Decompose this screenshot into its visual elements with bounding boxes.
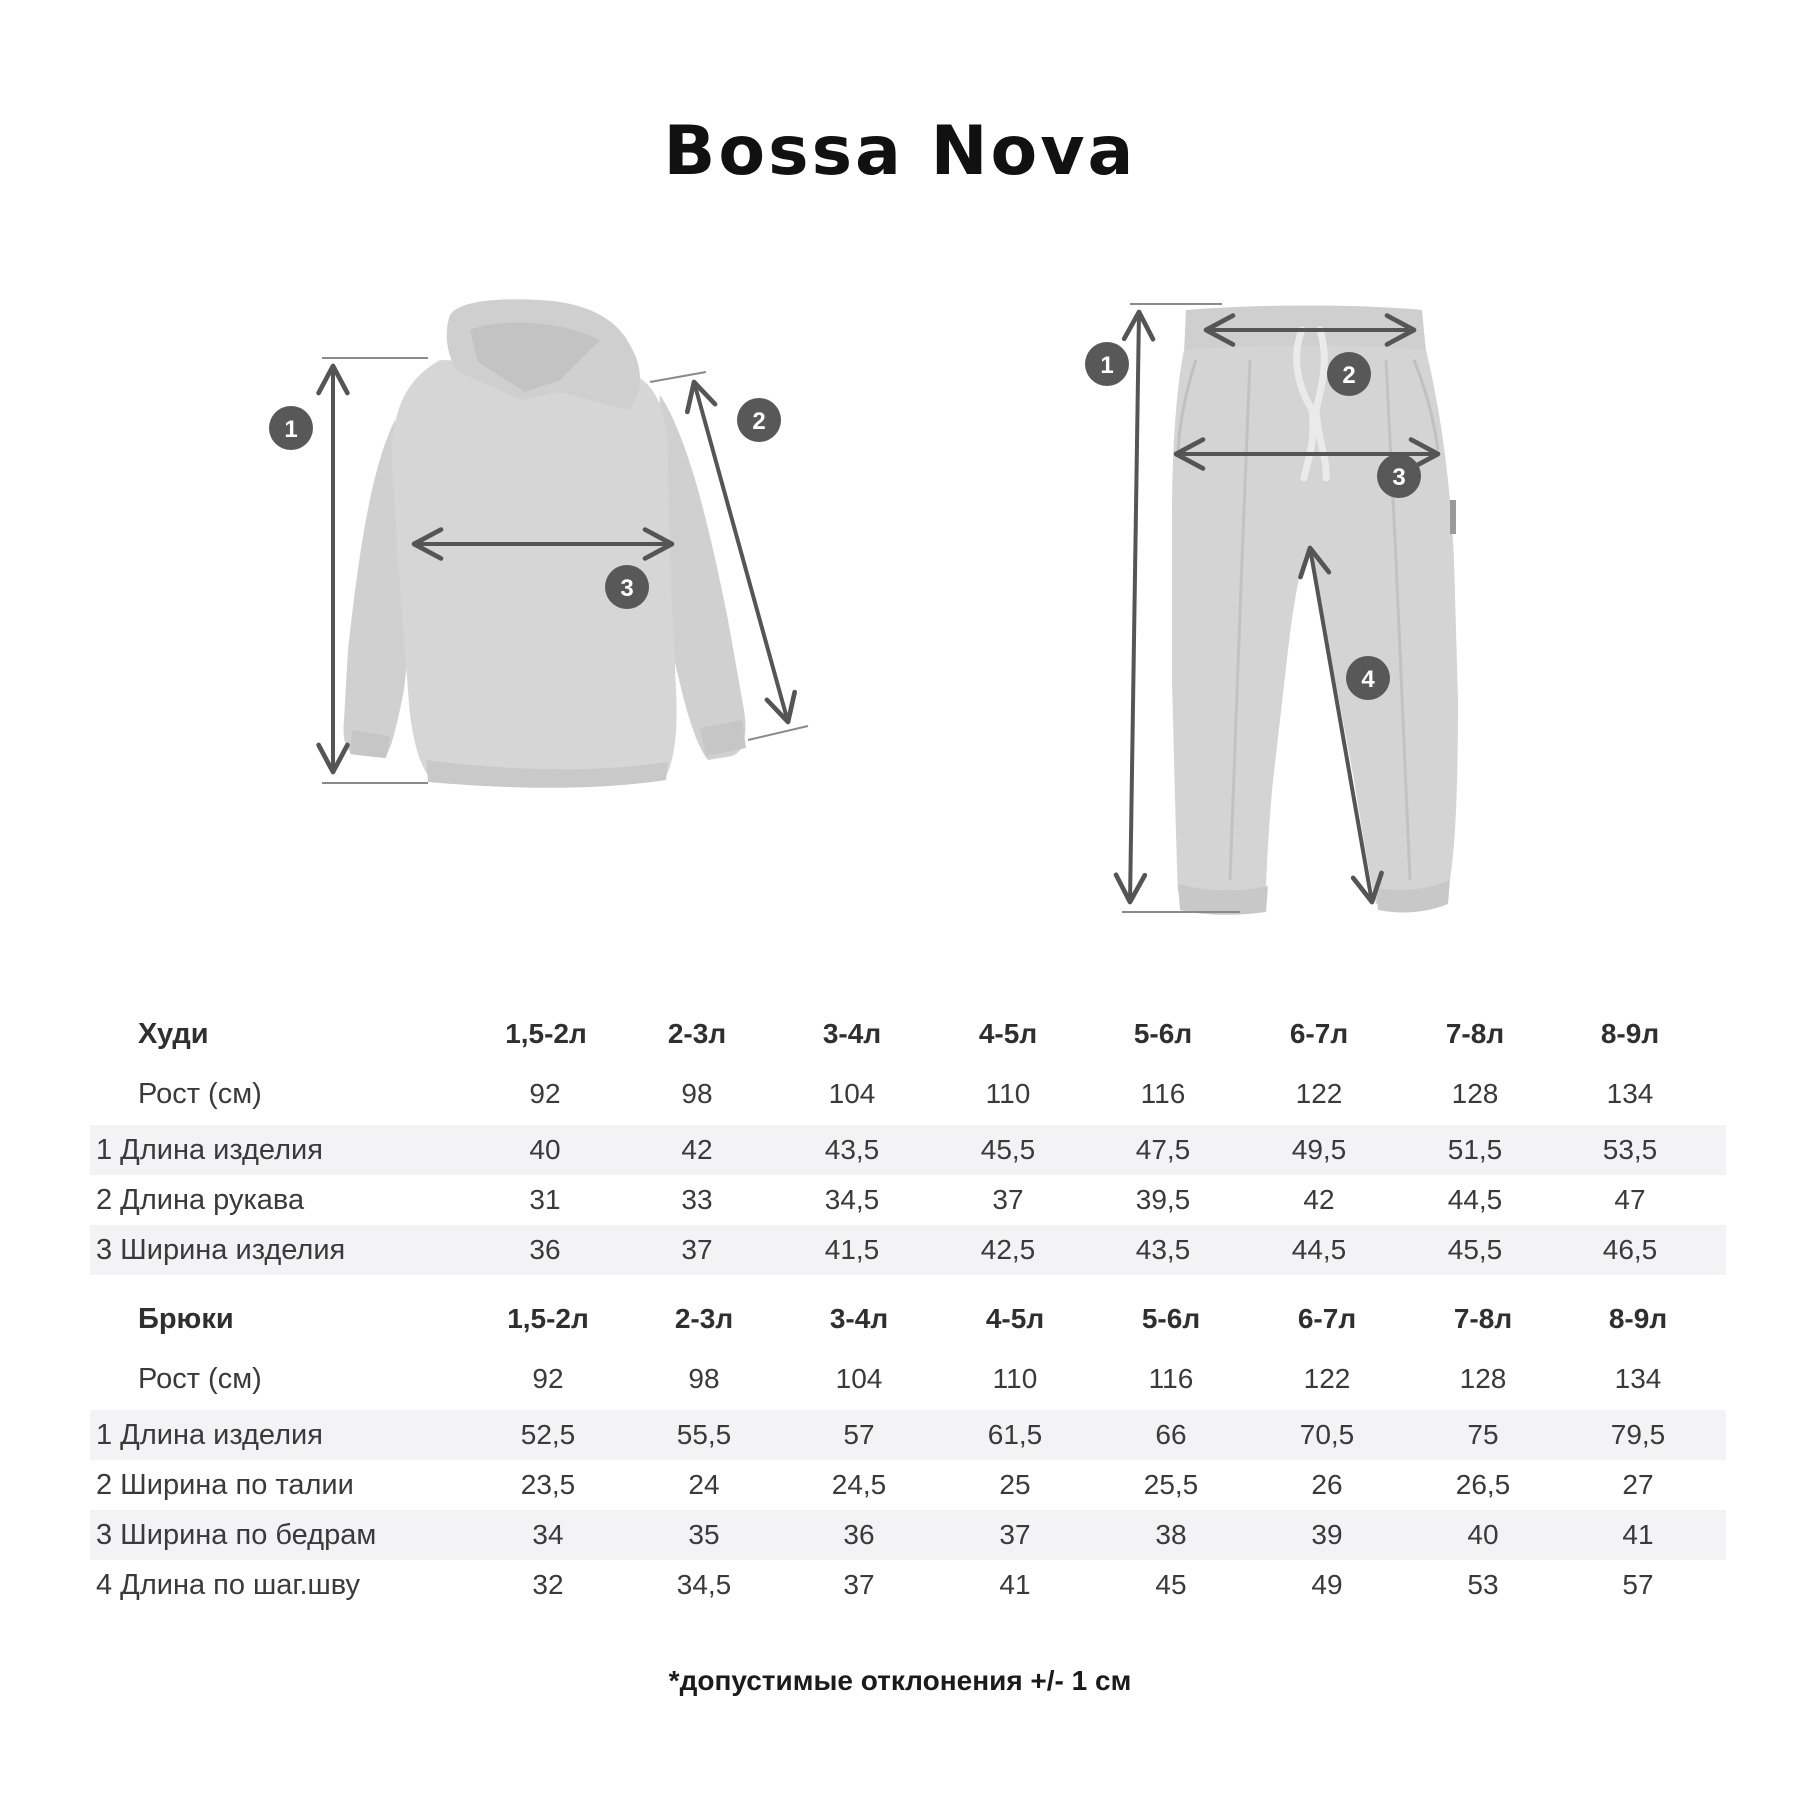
table-cell: 44,5 — [1291, 1234, 1347, 1265]
table-cell: 92 — [532, 1363, 564, 1394]
table-cell: 49 — [1311, 1569, 1343, 1600]
table-cell: 128 — [1459, 1363, 1507, 1394]
size-header: 3-4л — [822, 1018, 882, 1049]
size-header: 6-7л — [1297, 1303, 1357, 1334]
table-cell: 44,5 — [1447, 1184, 1503, 1215]
size-header: 4-5л — [978, 1018, 1038, 1049]
table-cell: 98 — [681, 1078, 713, 1109]
row-label: 4 Длина по шаг.шву — [96, 1568, 361, 1601]
pants-table-title: Брюки — [138, 1302, 234, 1335]
pants-table-header — [90, 1290, 1726, 1348]
table-cell: 45 — [1155, 1569, 1187, 1600]
pants-size-table — [90, 1290, 1726, 1610]
svg-text:3: 3 — [1392, 464, 1406, 491]
row-label: Рост (см) — [138, 1362, 262, 1395]
table-cell: 37 — [843, 1569, 875, 1600]
table-cell: 79,5 — [1610, 1419, 1666, 1450]
table-row — [90, 1510, 1726, 1560]
table-row — [90, 1125, 1726, 1175]
table-cell: 53,5 — [1602, 1134, 1658, 1165]
table-cell: 92 — [529, 1078, 561, 1109]
size-header: 5-6л — [1141, 1303, 1201, 1334]
brand-title: Bossa Nova — [663, 112, 1137, 191]
size-header: 3-4л — [829, 1303, 889, 1334]
table-row — [90, 1410, 1726, 1460]
table-cell: 25,5 — [1143, 1469, 1199, 1500]
table-cell: 34,5 — [676, 1569, 732, 1600]
table-cell: 43,5 — [824, 1134, 880, 1165]
pants-illustration — [1172, 306, 1458, 915]
pants-marker-1 — [1085, 342, 1129, 386]
row-label: 1 Длина изделия — [96, 1133, 323, 1166]
size-header: 2-3л — [674, 1303, 734, 1334]
hoodie-marker-2 — [737, 398, 781, 442]
pants-marker-4 — [1346, 656, 1390, 700]
size-header: 8-9л — [1600, 1018, 1660, 1049]
hoodie-table-header — [90, 1005, 1726, 1063]
table-cell: 70,5 — [1299, 1419, 1355, 1450]
table-cell: 23,5 — [520, 1469, 576, 1500]
row-label: 2 Ширина по талии — [96, 1468, 354, 1501]
table-cell: 46,5 — [1602, 1234, 1658, 1265]
table-cell: 33 — [681, 1184, 713, 1215]
table-cell: 122 — [1303, 1363, 1351, 1394]
table-cell: 49,5 — [1291, 1134, 1347, 1165]
table-row — [90, 1460, 1726, 1510]
table-cell: 116 — [1148, 1363, 1194, 1394]
table-cell: 35 — [688, 1519, 720, 1550]
table-cell: 104 — [828, 1078, 876, 1109]
hoodie-marker-3 — [605, 565, 649, 609]
table-cell: 38 — [1155, 1519, 1187, 1550]
table-cell: 47 — [1614, 1184, 1646, 1215]
size-header: 1,5-2л — [505, 1018, 587, 1049]
table-cell: 128 — [1451, 1078, 1499, 1109]
table-cell: 26 — [1311, 1469, 1343, 1500]
table-cell: 42 — [1303, 1184, 1335, 1215]
table-cell: 122 — [1295, 1078, 1343, 1109]
table-cell: 47,5 — [1135, 1134, 1191, 1165]
table-cell: 98 — [688, 1363, 720, 1394]
table-cell: 134 — [1606, 1078, 1654, 1109]
table-cell: 75 — [1467, 1419, 1499, 1450]
table-cell: 34,5 — [824, 1184, 880, 1215]
pants-side-tag — [1450, 500, 1456, 534]
row-label: 2 Длина рукава — [96, 1183, 305, 1216]
table-cell: 41 — [999, 1569, 1031, 1600]
size-header: 1,5-2л — [507, 1303, 589, 1334]
hoodie-size-table — [90, 1005, 1726, 1275]
svg-text:3: 3 — [620, 575, 634, 602]
hoodie-table-title: Худи — [138, 1017, 209, 1050]
table-cell: 66 — [1155, 1419, 1187, 1450]
table-cell: 41,5 — [824, 1234, 880, 1265]
table-row — [90, 1063, 1726, 1125]
svg-text:2: 2 — [1342, 362, 1356, 389]
table-cell: 27 — [1622, 1469, 1654, 1500]
pants-marker-2 — [1327, 352, 1371, 396]
table-cell: 25 — [999, 1469, 1031, 1500]
table-cell: 53 — [1467, 1569, 1499, 1600]
size-header: 4-5л — [985, 1303, 1045, 1334]
table-cell: 40 — [529, 1134, 561, 1165]
table-cell: 45,5 — [980, 1134, 1036, 1165]
size-header: 2-3л — [667, 1018, 727, 1049]
table-cell: 45,5 — [1447, 1234, 1503, 1265]
table-cell: 51,5 — [1447, 1134, 1503, 1165]
table-cell: 32 — [532, 1569, 564, 1600]
hoodie-marker-1 — [269, 406, 313, 450]
table-cell: 42,5 — [980, 1234, 1036, 1265]
table-cell: 34 — [532, 1519, 564, 1550]
table-row — [90, 1175, 1726, 1225]
table-cell: 43,5 — [1135, 1234, 1191, 1265]
table-row — [90, 1225, 1726, 1275]
size-header: 6-7л — [1289, 1018, 1349, 1049]
pants-length-arrow — [1130, 312, 1139, 902]
table-cell: 116 — [1140, 1078, 1186, 1109]
table-cell: 37 — [681, 1234, 713, 1265]
table-cell: 110 — [992, 1363, 1038, 1394]
table-cell: 57 — [1622, 1569, 1654, 1600]
pants-marker-3 — [1377, 454, 1421, 498]
table-cell: 61,5 — [987, 1419, 1043, 1450]
svg-text:4: 4 — [1361, 666, 1375, 693]
table-cell: 26,5 — [1455, 1469, 1511, 1500]
table-cell: 134 — [1614, 1363, 1662, 1394]
size-header: 5-6л — [1133, 1018, 1193, 1049]
row-label: 3 Ширина изделия — [96, 1233, 346, 1266]
table-cell: 41 — [1622, 1519, 1654, 1550]
svg-text:2: 2 — [752, 408, 766, 435]
table-row — [90, 1348, 1726, 1410]
table-cell: 36 — [529, 1234, 561, 1265]
size-header: 7-8л — [1453, 1303, 1513, 1334]
size-header: 8-9л — [1608, 1303, 1668, 1334]
table-cell: 55,5 — [676, 1419, 732, 1450]
table-cell: 40 — [1467, 1519, 1499, 1550]
table-cell: 42 — [681, 1134, 713, 1165]
table-cell: 52,5 — [520, 1419, 576, 1450]
table-cell: 36 — [843, 1519, 875, 1550]
row-label: 1 Длина изделия — [96, 1418, 323, 1451]
svg-text:1: 1 — [1100, 352, 1114, 379]
size-header: 7-8л — [1445, 1018, 1505, 1049]
table-cell: 39,5 — [1135, 1184, 1191, 1215]
row-label: 3 Ширина по бедрам — [96, 1518, 377, 1551]
table-row — [90, 1560, 1726, 1610]
table-cell: 31 — [529, 1184, 561, 1215]
tolerance-footnote: *допустимые отклонения +/- 1 см — [668, 1665, 1132, 1696]
table-cell: 37 — [999, 1519, 1031, 1550]
table-cell: 39 — [1311, 1519, 1343, 1550]
table-cell: 37 — [992, 1184, 1024, 1215]
svg-text:1: 1 — [284, 416, 298, 443]
table-cell: 57 — [843, 1419, 875, 1450]
row-label: Рост (см) — [138, 1077, 262, 1110]
table-cell: 104 — [835, 1363, 883, 1394]
table-cell: 110 — [985, 1078, 1031, 1109]
table-cell: 24,5 — [831, 1469, 887, 1500]
table-cell: 24 — [688, 1469, 720, 1500]
